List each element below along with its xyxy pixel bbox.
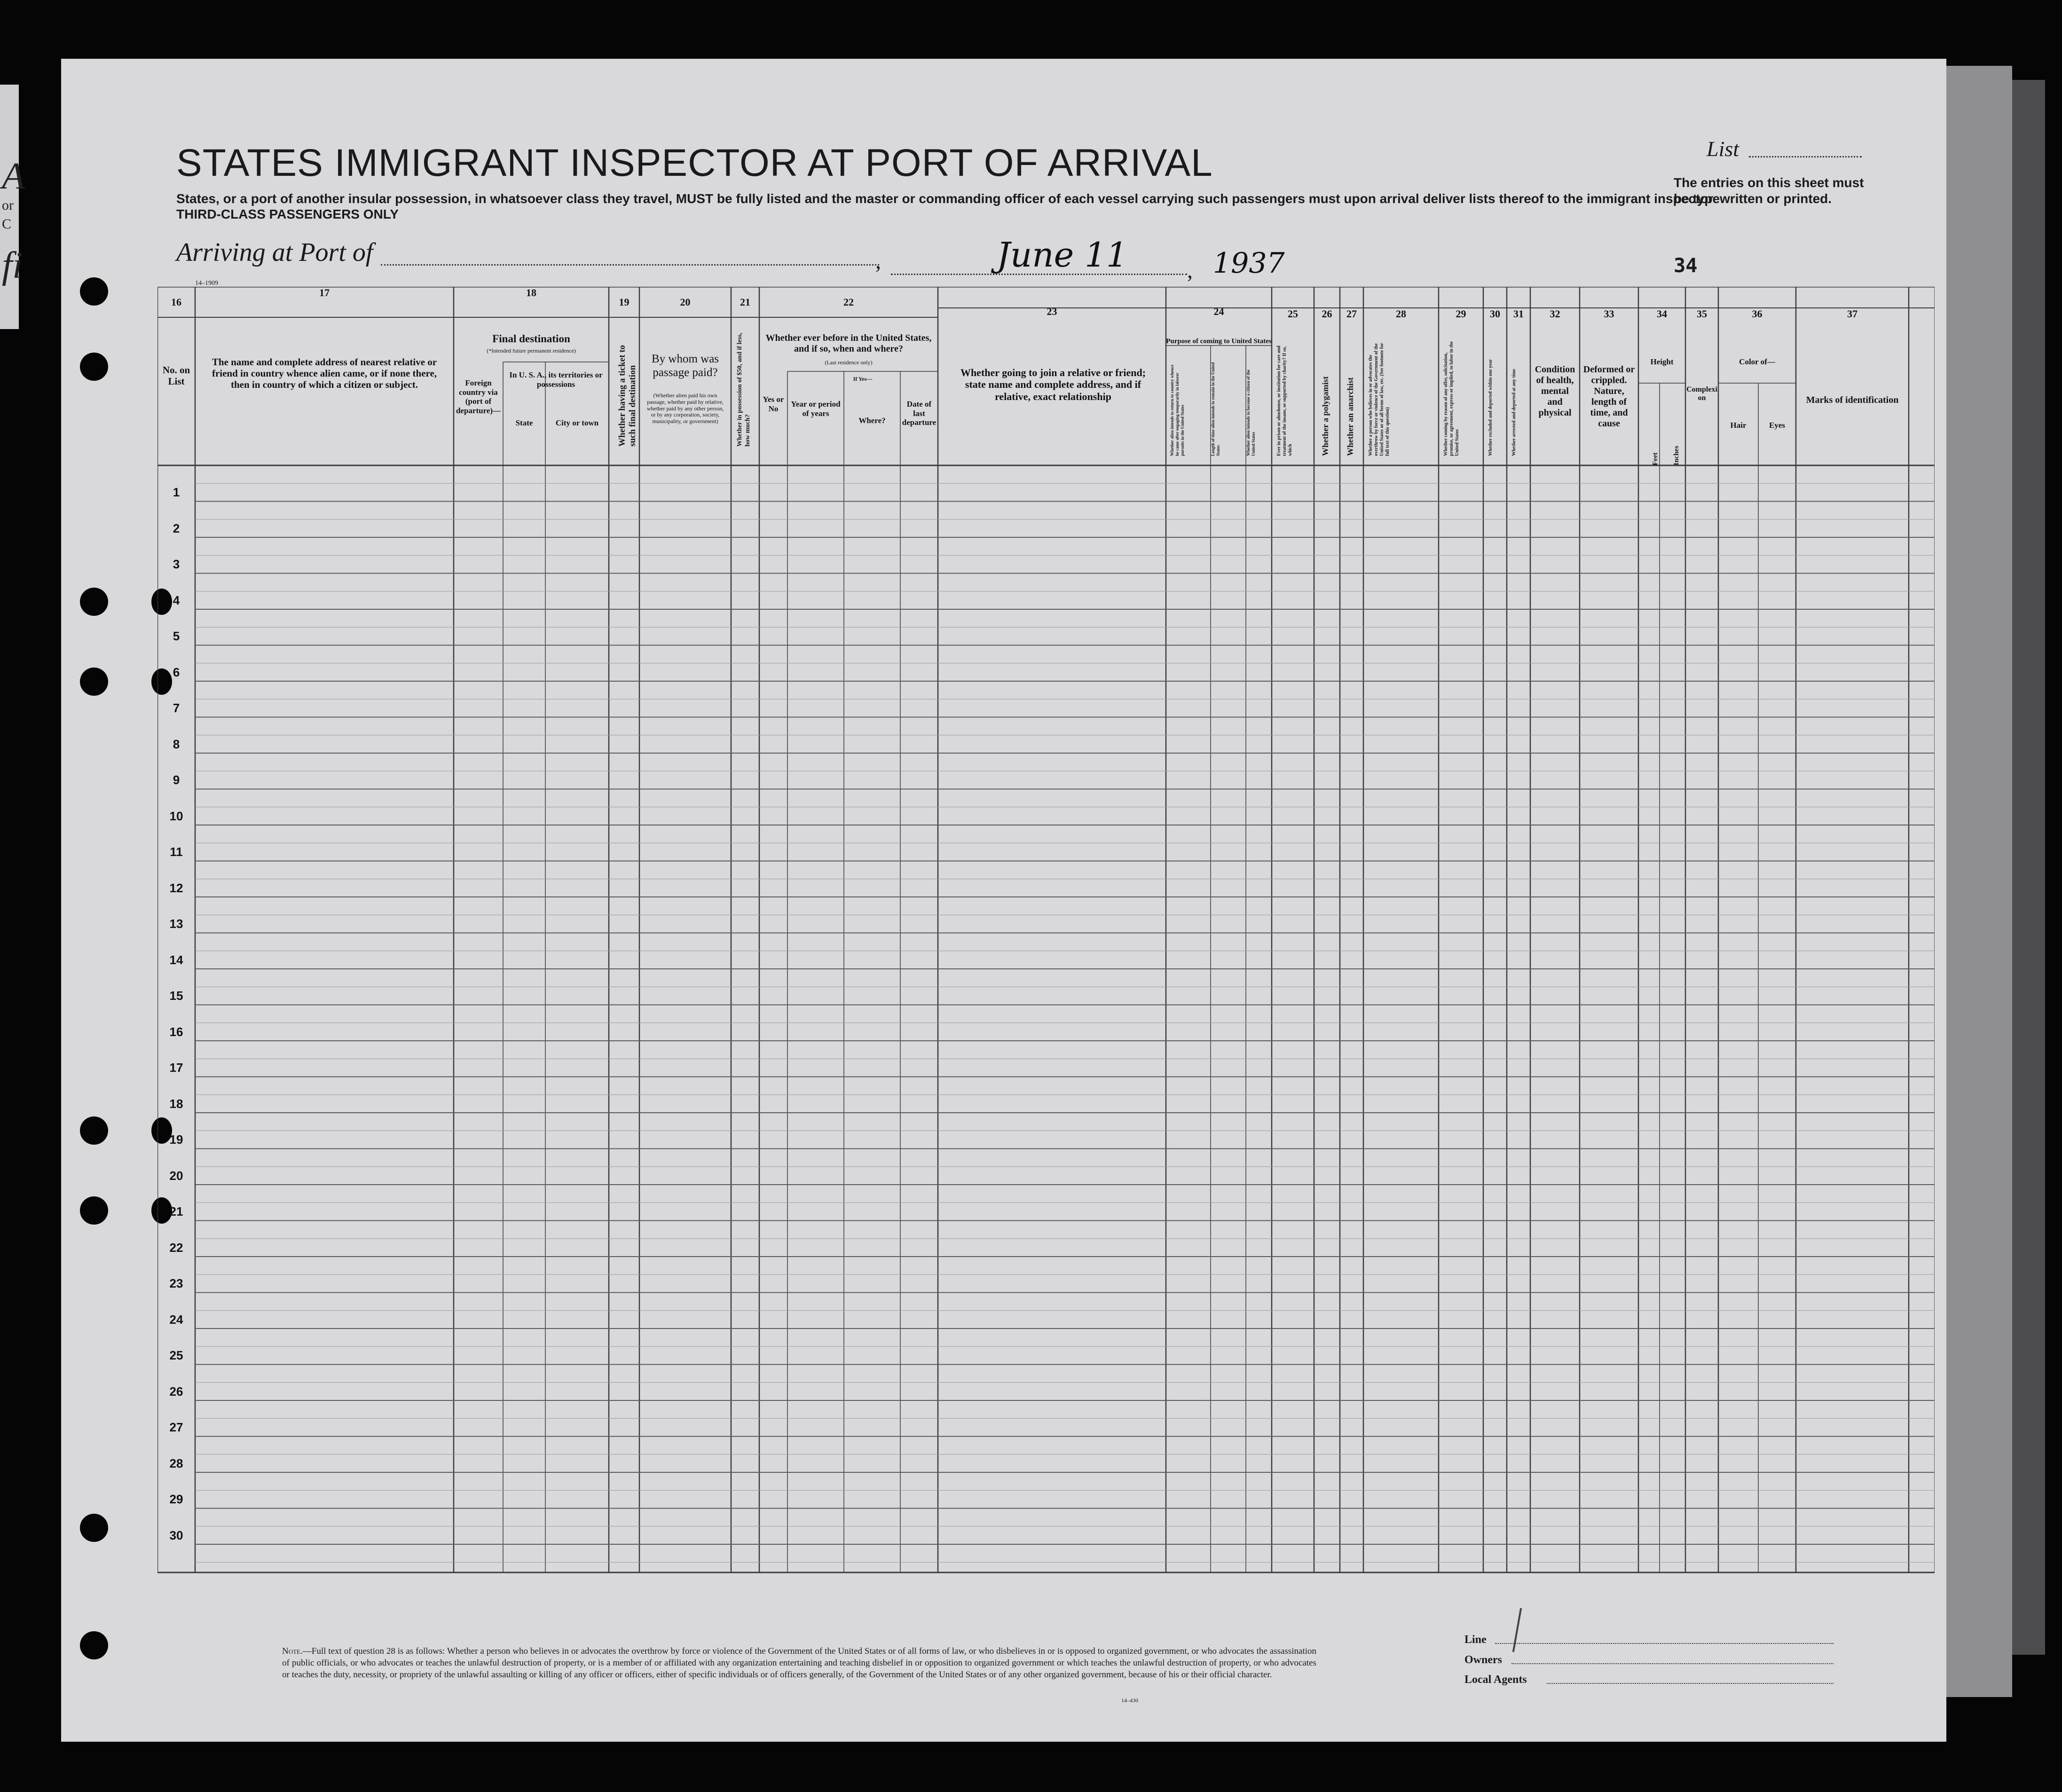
col24-return: Whether alien intends to return to country whence he came after engaging temporarily in laborer pursuits in the United States bbox=[1170, 364, 1185, 456]
year-prefix: 19 bbox=[1213, 247, 1249, 280]
col30-header: Whether excluded and deported within one year bbox=[1488, 359, 1493, 456]
col33-header: Deformed or crippled. Nature, length of time, and cause bbox=[1583, 364, 1635, 429]
row-number: 3 bbox=[173, 557, 180, 572]
binder-hole bbox=[80, 588, 108, 616]
col19-header: Whether having a ticket to such final destination bbox=[617, 345, 637, 447]
col22-departure: Date of last departure bbox=[902, 400, 937, 427]
col26-header: Whether a polygamist bbox=[1321, 376, 1330, 456]
col27-header: Whether an anarchist bbox=[1346, 377, 1355, 456]
col24-length: Length of time alien intends to remain in the United States bbox=[1211, 362, 1220, 456]
column-number: 32 bbox=[1550, 308, 1560, 320]
row-number: 6 bbox=[173, 665, 180, 679]
typewritten-note bbox=[1674, 175, 1864, 207]
col34-feet: Feet bbox=[1652, 452, 1659, 465]
row-number: 16 bbox=[169, 1024, 183, 1039]
previous-page-fragment: or bbox=[2, 197, 14, 213]
row-number: 21 bbox=[169, 1204, 183, 1219]
row-number: 20 bbox=[169, 1168, 183, 1183]
row-number: 25 bbox=[169, 1348, 183, 1363]
binder-hole bbox=[80, 1196, 108, 1225]
col18-header: Final destination bbox=[492, 333, 570, 345]
row-number: 5 bbox=[173, 629, 180, 644]
sheet-number: 34 bbox=[1674, 254, 1698, 277]
col20-header: By whom was passage paid? bbox=[651, 353, 719, 379]
row-number: 22 bbox=[169, 1240, 183, 1255]
handwritten-date: June 11 bbox=[997, 235, 1128, 275]
col18-foreign: Foreign country via (port of departure)— bbox=[456, 378, 501, 415]
column-number: 36 bbox=[1752, 308, 1763, 320]
row-number: 7 bbox=[173, 701, 180, 715]
row-number: 8 bbox=[173, 737, 180, 751]
col22-years: Year or period of years bbox=[791, 400, 841, 418]
previous-page-fragment: fi bbox=[2, 245, 23, 286]
col23-header: Whether going to join a relative or friend; state name and complete address, and if relative, exact relationship bbox=[960, 367, 1146, 402]
column-number: 21 bbox=[740, 296, 750, 308]
column-number: 37 bbox=[1847, 308, 1857, 320]
row-number: 24 bbox=[169, 1312, 183, 1327]
col18-state: State bbox=[515, 418, 533, 427]
passenger-class: THIRD-CLASS PASSENGERS ONLY bbox=[176, 207, 399, 221]
row-number: 12 bbox=[169, 880, 183, 895]
column-number: 26 bbox=[1322, 308, 1332, 320]
row-number: 13 bbox=[169, 917, 183, 931]
page-title: STATES IMMIGRANT INSPECTOR AT PORT OF ARRIVAL bbox=[176, 141, 1213, 184]
row-number: 14 bbox=[169, 952, 183, 967]
column-number: 33 bbox=[1604, 308, 1614, 320]
binder-hole bbox=[80, 1631, 108, 1659]
col22-yesno: Yes or No bbox=[763, 395, 784, 413]
table-rules bbox=[157, 287, 1935, 1591]
col17-header: The name and complete address of nearest relative or friend in country whence alien came, or if none there, then in country of which a citizen or subject. bbox=[212, 356, 437, 391]
row-number: 10 bbox=[169, 809, 183, 823]
col37-header: Marks of identification bbox=[1806, 395, 1899, 405]
row-number: 15 bbox=[169, 989, 183, 1003]
binder-hole bbox=[80, 668, 108, 696]
row-number: 4 bbox=[173, 593, 180, 607]
owners-field[interactable] bbox=[1511, 1663, 1834, 1664]
row-number: 11 bbox=[170, 845, 183, 859]
underlying-page bbox=[1946, 66, 2012, 1697]
column-number: 35 bbox=[1697, 308, 1707, 320]
col29-header: Whether coming by reason of any offer, solicitation, promise, or agreement, express or implied, to labor in the United States bbox=[1443, 341, 1460, 456]
year-field[interactable] bbox=[1213, 247, 1285, 280]
footnote-text: —Full text of question 28 is as follows: Whether a person who believes in or advocates the overthrow by force or violence of the Government of the United States or of all forms of law, or who disbelieves in or is opposed to organized government, or who advocates the assassination of public officials, or who advocates or teaches the unlawful destruction of property, or is a member of or affiliated with any organization entertaining and teaching disbelief in or opposition to organized government or which teaches the unlawful destruction of property, or who advocates or teaches the duty, necessity, or propriety of the unlawful assaulting or killing of any officer or officers, either of specific individuals or of officers generally, of the Government of the United States or of any other organized government, because of his or their official character. bbox=[282, 1646, 1316, 1680]
binder-hole bbox=[80, 353, 108, 381]
row-number: 18 bbox=[169, 1096, 183, 1111]
col16-header: No. on List bbox=[162, 364, 190, 387]
footnote-lead: Note. bbox=[282, 1646, 303, 1656]
column-number: 20 bbox=[680, 296, 691, 308]
col28-header: Whether a person who believes in or advocates the overthrow by force or violence of the Government of the United States or of all forms of law, etc. (See footnote for full text of this question) bbox=[1368, 343, 1390, 456]
col34-inches: Inches bbox=[1673, 446, 1680, 465]
previous-page-fragment: A bbox=[2, 156, 25, 197]
column-number: 18 bbox=[526, 287, 536, 299]
column-number: 24 bbox=[1213, 306, 1224, 317]
row-number: 2 bbox=[173, 521, 180, 535]
col36-header: Color of— bbox=[1739, 357, 1775, 366]
col24-citizen: Whether alien intends to become a citizen of the United States bbox=[1246, 369, 1256, 456]
local-agents-field[interactable] bbox=[1547, 1683, 1834, 1684]
row-number: 9 bbox=[173, 773, 180, 787]
date-field[interactable] bbox=[891, 274, 1187, 275]
column-number: 31 bbox=[1513, 308, 1524, 320]
footnote bbox=[282, 1645, 1316, 1681]
col24-header: Purpose of coming to United States bbox=[1166, 338, 1272, 345]
col21-header: Whether in possession of $50, and if less, how much? bbox=[736, 332, 751, 447]
manifest-table bbox=[157, 287, 1935, 1591]
handwritten-year: 37 bbox=[1249, 247, 1285, 280]
col22-header: Whether ever before in the United States, and if so, when and where? bbox=[765, 333, 932, 354]
local-agents-label: Local Agents bbox=[1464, 1674, 1527, 1686]
header-instructions: States, or a port of another insular possession, in whatsoever class they travel, MUST be fully listed and the master or commanding officer of each vessel carrying such passengers must upon arrival deliver lists thereof to the immigrant inspector bbox=[176, 191, 1714, 206]
col31-header: Whether arrested and deported at any time bbox=[1511, 369, 1517, 456]
binder-hole bbox=[80, 1116, 108, 1145]
column-number: 27 bbox=[1346, 308, 1357, 320]
arriving-port-field[interactable] bbox=[381, 264, 879, 266]
col34-header: Height bbox=[1650, 357, 1674, 366]
typewritten-note-line: be typewritten or printed. bbox=[1674, 191, 1832, 206]
col35-header: Complexion bbox=[1686, 385, 1717, 402]
column-number: 34 bbox=[1657, 308, 1667, 320]
column-number: 17 bbox=[319, 287, 330, 299]
column-number: 22 bbox=[843, 296, 854, 308]
col22-ifyes: If Yes— bbox=[853, 376, 873, 382]
column-number: 29 bbox=[1456, 308, 1466, 320]
col20-note: (Whether alien paid his own passage, whether paid by relative, whether paid by any other person, or by any corporation, society, municipality, or government) bbox=[646, 392, 724, 425]
col22-where: Where? bbox=[858, 416, 886, 425]
row-number: 26 bbox=[169, 1384, 183, 1399]
separator: , bbox=[875, 249, 881, 274]
col36-hair: Hair bbox=[1730, 421, 1747, 430]
underlying-page-edge bbox=[2012, 80, 2045, 1655]
arriving-port-label: Arriving at Port of bbox=[176, 238, 373, 267]
line-label: Line bbox=[1464, 1634, 1487, 1646]
column-number: 19 bbox=[619, 296, 630, 308]
form-code-bottom: 14–430 bbox=[1121, 1697, 1138, 1704]
form-code: 14–1909 bbox=[195, 280, 218, 287]
column-number: 28 bbox=[1396, 308, 1406, 320]
row-number: 19 bbox=[169, 1132, 183, 1147]
typewritten-note-line: The entries on this sheet must bbox=[1674, 175, 1864, 190]
row-number: 23 bbox=[169, 1276, 183, 1291]
row-number: 17 bbox=[169, 1061, 183, 1075]
row-number: 28 bbox=[169, 1456, 183, 1470]
col36-eyes: Eyes bbox=[1769, 421, 1785, 430]
list-number-field[interactable] bbox=[1749, 156, 1862, 157]
col32-header: Condition of health, mental and physical bbox=[1535, 364, 1575, 418]
row-number: 29 bbox=[169, 1492, 183, 1507]
column-number: 23 bbox=[1047, 306, 1057, 317]
col18-note: (*Intended future permanent residence) bbox=[487, 347, 576, 354]
list-label: List bbox=[1707, 137, 1739, 161]
col25-header: Ever in prison or almshouse, or institution for care and treatment of the insane, or supported by charity? If so, which bbox=[1276, 346, 1293, 456]
previous-page-fragment: C bbox=[2, 216, 12, 232]
row-number: 1 bbox=[173, 485, 180, 500]
column-number: 30 bbox=[1490, 308, 1500, 320]
binder-hole bbox=[80, 277, 108, 306]
col18-city: City or town bbox=[555, 418, 599, 427]
line-field[interactable] bbox=[1495, 1643, 1834, 1644]
owners-label: Owners bbox=[1464, 1654, 1502, 1666]
col18-usa: In U. S. A., its territories or possessions bbox=[509, 370, 603, 389]
column-number: 16 bbox=[171, 296, 181, 308]
column-number: 25 bbox=[1288, 308, 1298, 320]
separator: , bbox=[1187, 258, 1193, 283]
row-number: 30 bbox=[169, 1528, 183, 1542]
binder-hole bbox=[80, 1514, 108, 1542]
row-number: 27 bbox=[169, 1420, 183, 1435]
col22-note: (Last residence only) bbox=[825, 359, 873, 366]
